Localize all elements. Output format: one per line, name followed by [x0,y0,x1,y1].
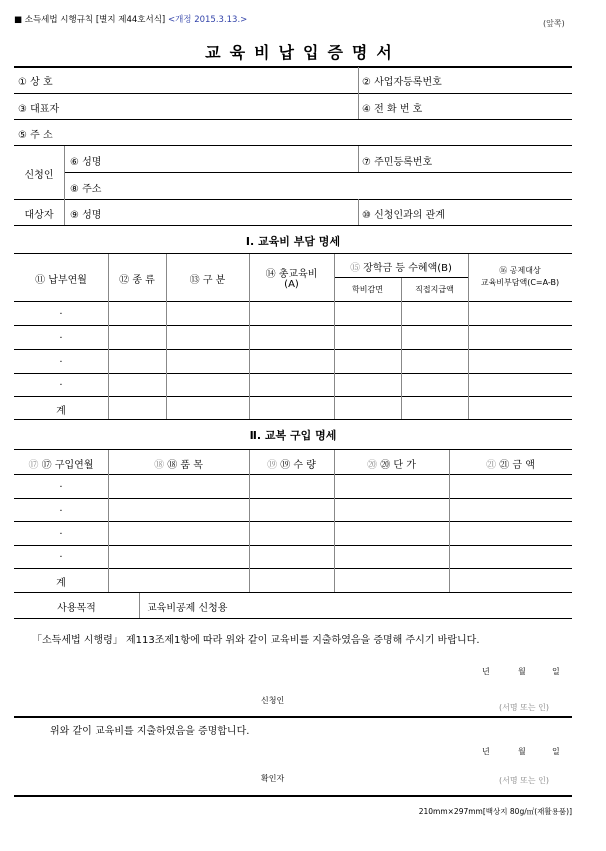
rule [14,145,572,146]
label-resident-reg-no: ⑦ 주민등록번호 [362,157,433,168]
date-month: 월 [518,747,526,756]
divider [401,278,402,419]
rule [14,93,572,94]
col-payment-month: ⑪ 납부연월 [35,275,87,286]
confirm-statement: 위와 같이 교육비를 지출하였음을 증명합니다. [50,726,250,737]
col-direct-payment: 직접지급액 [415,285,454,294]
date-separator: . [59,354,63,365]
rule [14,325,572,326]
date-separator: . [59,479,63,490]
label-business-reg-no: ② 사업자등록번호 [362,77,442,88]
rule [14,521,572,522]
rule [14,349,572,350]
label-phone: ④ 전 화 번 호 [362,104,423,115]
col-tuition-reduction: 학비감면 [352,285,383,294]
rule [14,618,572,619]
date-year: 년 [482,667,490,676]
divider [139,593,140,618]
signature-note: (서명 또는 인) [499,776,549,785]
label-business-name: ① 상 호 [18,77,53,88]
rule [14,396,572,397]
divider [358,67,359,119]
rule-top [14,66,572,68]
rule [14,498,572,499]
confirmer-signer: 확인자 [261,774,285,783]
label-applicant-name: ⑥ 성명 [70,157,102,168]
col-unit-price: ⑳ ⑳ 단 가 [367,460,416,471]
label-target-name: ⑨ 성명 [70,210,102,221]
divider [449,450,450,592]
date-separator: . [59,377,63,388]
rule [14,253,572,254]
purpose-value: 교육비공제 신청용 [147,603,228,614]
col-category: ⑬ 구 분 [189,275,226,286]
col-deductible-formula: 교육비부담액(C=A-B) [480,278,560,287]
divider [64,146,65,225]
label-relationship: ⑩ 신청인과의 관계 [362,210,445,221]
rule [14,301,572,302]
rule [14,474,572,475]
paper-spec: 210mm×297mm[백상지 80g/㎡(재활용품)] [418,807,572,816]
section2-title: Ⅱ. 교복 구입 명세 [249,429,337,442]
date-year: 년 [482,747,490,756]
date-separator: . [59,330,63,341]
section1-title: Ⅰ. 교육비 부담 명세 [245,235,341,248]
divider [334,254,335,419]
date-separator: . [59,503,63,514]
divider [358,199,359,225]
rule-bottom [14,795,572,797]
applicant-signer: 신청인 [261,696,285,705]
rule [64,172,572,173]
col-total-education-cost: ⑭ 총교육비 [265,269,318,280]
request-statement: 「소득세법 시행령」 제113조제1항에 따라 위와 같이 교육비를 지출하였음을 증명해 주시기 바랍니다. [32,635,480,646]
col-total-education-cost-sub: (A) [284,279,299,290]
col-amount: ㉑ ㉑ 금 액 [486,460,535,471]
form-reference: ■ 소득세법 시행규칙 [별지 제44호서식] <개정 2015.3.13.> [14,15,248,25]
divider [108,450,109,592]
date-separator: . [59,526,63,537]
rule-confirm [14,716,572,718]
rule [14,225,572,226]
label-applicant-address: ⑧ 주소 [70,184,102,195]
col-purchase-month: ⑰ ⑰ 구입연월 [28,460,94,471]
date-separator: . [59,549,63,560]
rule [14,419,572,420]
col-deductible: ⑯ 공제대상 [499,266,541,275]
col-item: ⑱ ⑱ 품 목 [154,460,203,471]
label-address: ⑤ 주 소 [18,130,53,141]
page-title: 교육비납입증명서 [205,43,401,62]
col-type: ⑫ 종 류 [119,275,155,286]
col-scholarship: ⑮ 장학금 등 수혜액(B) [350,263,452,274]
date-month: 월 [518,667,526,676]
date-day: 일 [552,747,560,756]
divider [249,450,250,592]
rule [14,545,572,546]
label-target: 대상자 [24,210,54,221]
rule [14,119,572,120]
label-representative: ③ 대표자 [18,104,60,115]
rule [14,373,572,374]
total-label: 계 [56,578,66,589]
revision-date: <개정 2015.3.13.> [167,15,248,25]
front-page-marker: (앞쪽) [543,19,565,28]
total-label: 계 [56,406,66,417]
signature-note: (서명 또는 인) [499,703,549,712]
col-quantity: ⑲ ⑲ 수 량 [267,460,316,471]
rule [14,592,572,593]
label-applicant: 신청인 [24,170,54,181]
purpose-label: 사용목적 [57,603,96,614]
divider [358,146,359,172]
rule [14,449,572,450]
date-day: 일 [552,667,560,676]
divider [334,450,335,592]
date-separator: . [59,306,63,317]
rule [14,568,572,569]
rule [14,199,572,200]
